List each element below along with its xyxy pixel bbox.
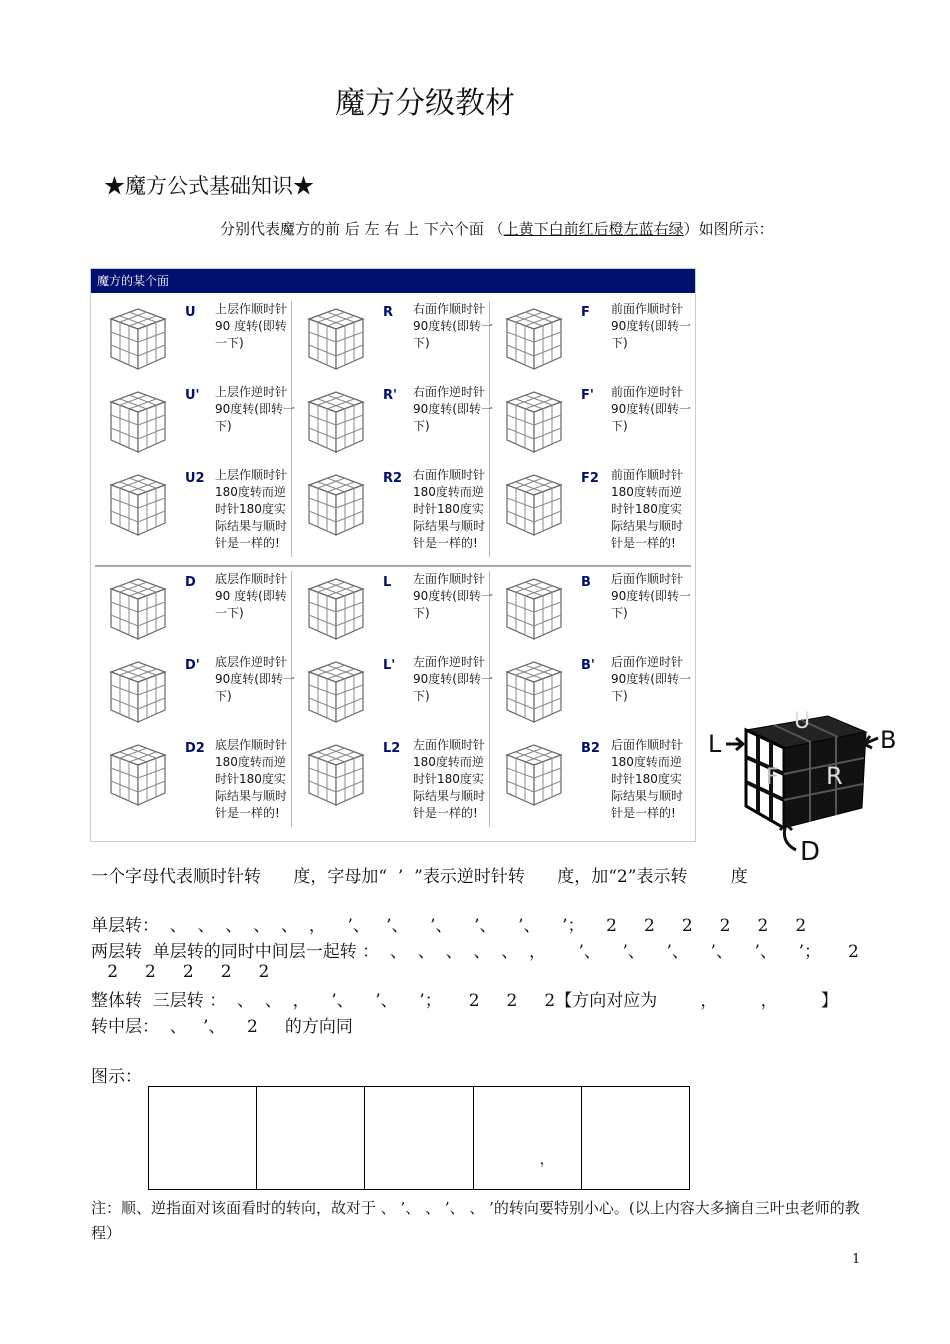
- move-label: U: [185, 305, 196, 320]
- note: 注：顺、逆指面对该面看时的转向，故对于 、 ’、 、 ’、 、 ’的转向要特别小心。(以上内容大多摘自三叶虫老师的教程）: [91, 1199, 860, 1242]
- cube-icon: [503, 575, 565, 643]
- moves-panel: [90, 268, 696, 842]
- cube-icon: [107, 658, 169, 726]
- move-description: 底层作顺时针180度转而逆时针180度实际结果与顺时针是一样的!: [215, 738, 288, 820]
- cube-icon: [503, 741, 565, 809]
- table-cell: [365, 1087, 473, 1189]
- face-r: R: [826, 762, 843, 790]
- cube-icon: [305, 575, 367, 643]
- move-description: 前面作逆时针90度转(即转一下): [611, 385, 691, 433]
- move-cell: [493, 654, 689, 738]
- move-cell: [97, 301, 293, 385]
- move-description: 后面作顺时针180度转而逆时针180度实际结果与顺时针是一样的!: [611, 738, 684, 820]
- notation-paragraph: 一个字母代表顺时针转 度，字母加“ ’ ”表示逆时针转 度，加“2”表示转 度: [91, 867, 748, 887]
- move-label: D: [185, 575, 196, 590]
- arrow-icon: [726, 738, 743, 750]
- cube-icon: [305, 305, 367, 373]
- move-label: B': [581, 658, 595, 673]
- panel-header: 魔方的某个面: [91, 269, 695, 293]
- cube-illustration: [706, 702, 906, 862]
- move-label: F2: [581, 471, 599, 486]
- cube-icon: [503, 658, 565, 726]
- move-description: 左面作顺时针180度转而逆时针180度实际结果与顺时针是一样的!: [413, 738, 486, 820]
- move-label: B2: [581, 741, 600, 756]
- face-l: L: [708, 730, 722, 758]
- two-layer-line: 两层转 单层转的同时中间层一起转 ： 、 、 、 、 、 ， ’、 ’、 ’、 ’、 ’、 ’； 2: [91, 942, 859, 962]
- face-d: D: [800, 837, 821, 862]
- cube-icon: [107, 471, 169, 539]
- figure-table: [148, 1086, 690, 1190]
- move-cell: [97, 384, 293, 468]
- single-layer-line: 单层转： 、 、 、 、 、 ， ’、 ’、 ’、 ’、 ’、 ’； 2 2 2 2 2 2: [91, 916, 807, 936]
- move-cell: [295, 737, 491, 821]
- move-description: 上层作顺时针180度转而逆时针180度实际结果与顺时针是一样的!: [215, 468, 288, 550]
- move-description: 右面作逆时针90度转(即转一下): [413, 385, 493, 433]
- cube-icon: [305, 471, 367, 539]
- move-description: 左面作顺时针90度转(即转一下): [413, 572, 493, 620]
- arrow-icon: [780, 824, 796, 850]
- move-label: L': [383, 658, 396, 673]
- section-heading: ★魔方公式基础知识★: [104, 174, 314, 198]
- move-label: B: [581, 575, 591, 590]
- move-cell: [295, 571, 491, 655]
- move-label: L: [383, 575, 392, 590]
- faces-description: 分别代表魔方的前 后 左 右 上 下六个面 （上黄下白前红后橙左蓝右绿）如图所示：: [220, 220, 774, 238]
- face-f: F: [766, 765, 779, 790]
- table-cell: [257, 1087, 365, 1189]
- move-cell: [493, 571, 689, 655]
- move-cell: [493, 467, 689, 551]
- move-label: R': [383, 388, 397, 403]
- cube-icon: [305, 388, 367, 456]
- cube-icon: [503, 305, 565, 373]
- whole-cube-line: 整体转 三层转 ： 、 、 ， ’、 ’、 ’； 2 2 2【方向对应为 ， ， 】: [91, 991, 838, 1011]
- move-description: 后面作逆时针90度转(即转一下): [611, 655, 691, 703]
- table-cell: [582, 1087, 689, 1189]
- move-description: 底层作顺时针90 度转(即转一下): [215, 572, 288, 620]
- move-label: D2: [185, 741, 205, 756]
- move-cell: [295, 384, 491, 468]
- middle-layer-line: 转中层： 、 ’、 2 的方向同: [91, 1017, 353, 1037]
- move-description: 右面作顺时针90度转(即转一下): [413, 302, 493, 350]
- cube-icon: [305, 658, 367, 726]
- move-description: 右面作顺时针180度转而逆时针180度实际结果与顺时针是一样的!: [413, 468, 486, 550]
- move-label: R: [383, 305, 394, 320]
- cube-icon: [107, 575, 169, 643]
- figure-label: 图示：: [91, 1067, 142, 1087]
- move-label: R2: [383, 471, 403, 486]
- move-description: 底层作逆时针90度转(即转一下): [215, 655, 295, 703]
- cube-icon: [305, 741, 367, 809]
- table-cell: [149, 1087, 257, 1189]
- two-layer-line-cont: 2 2 2 2 2: [91, 962, 270, 982]
- move-description: 前面作顺时针90度转(即转一下): [611, 302, 691, 350]
- move-cell: [97, 467, 293, 551]
- cube-icon: [503, 471, 565, 539]
- move-label: L2: [383, 741, 401, 756]
- face-b: B: [880, 726, 897, 754]
- cube-icon: [503, 388, 565, 456]
- move-cell: [97, 571, 293, 655]
- divider: [95, 565, 691, 567]
- move-cell: [493, 301, 689, 385]
- face-u: U: [794, 709, 811, 734]
- cube-icon: [107, 388, 169, 456]
- move-label: U2: [185, 471, 205, 486]
- table-cell: ，: [474, 1087, 582, 1189]
- color-scheme: 上黄下白前红后橙左蓝右绿: [503, 220, 684, 238]
- move-cell: [97, 654, 293, 738]
- move-label: U': [185, 388, 200, 403]
- move-cell: [295, 301, 491, 385]
- move-label: F: [581, 305, 590, 320]
- move-cell: [493, 737, 689, 821]
- move-description: 上层作逆时针90度转(即转一下): [215, 385, 295, 433]
- move-description: 前面作顺时针180度转而逆时针180度实际结果与顺时针是一样的!: [611, 468, 684, 550]
- page-number: 1: [852, 1252, 861, 1267]
- move-cell: [295, 467, 491, 551]
- cube-icon: [107, 741, 169, 809]
- move-label: D': [185, 658, 200, 673]
- move-cell: [295, 654, 491, 738]
- move-description: 上层作顺时针90 度转(即转一下): [215, 302, 288, 350]
- page-title: 魔方分级教材: [335, 86, 515, 121]
- move-label: F': [581, 388, 594, 403]
- move-description: 左面作逆时针90度转(即转一下): [413, 655, 493, 703]
- cube-icon: [107, 305, 169, 373]
- move-cell: [493, 384, 689, 468]
- move-description: 后面作顺时针90度转(即转一下): [611, 572, 691, 620]
- move-cell: [97, 737, 293, 821]
